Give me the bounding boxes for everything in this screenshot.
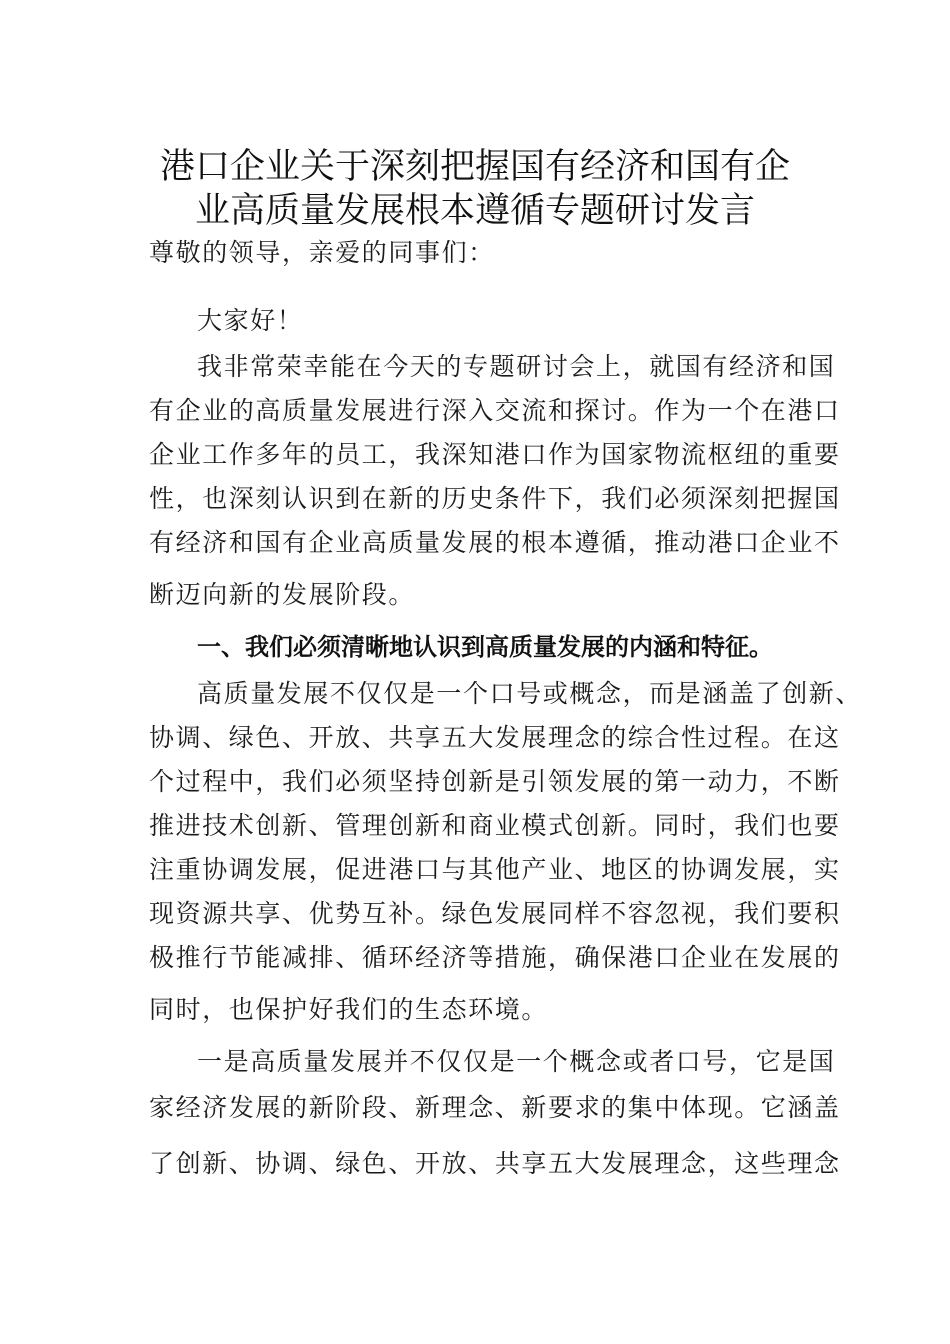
section-1-line-2: 协调、绿色、开放、共享五大发展理念的综合性过程。在这 xyxy=(149,723,841,752)
intro-line-5: 有经济和国有企业高质量发展的根本遵循，推动港口企业不 xyxy=(149,528,841,557)
intro-line-2: 有企业的高质量发展进行深入交流和探讨。作为一个在港口 xyxy=(149,396,841,425)
intro-line-1: 我非常荣幸能在今天的专题研讨会上，就国有经济和国 xyxy=(197,352,836,381)
section-1-line-6: 现资源共享、优势互补。绿色发展同样不容忽视，我们要积 xyxy=(149,899,841,928)
section-1-line-8: 同时，也保护好我们的生态环境。 xyxy=(149,995,549,1024)
intro-line-6: 断迈向新的发展阶段。 xyxy=(149,580,416,609)
intro-line-4: 性，也深刻认识到在新的历史条件下，我们必须深刻把握国 xyxy=(149,484,841,513)
point-1-line-3: 了创新、协调、绿色、开放、共享五大发展理念，这些理念 xyxy=(149,1149,841,1178)
point-1-line-1: 一是高质量发展并不仅仅是一个概念或者口号，它是国 xyxy=(197,1047,836,1076)
section-1-line-4: 推进技术创新、管理创新和商业模式创新。同时，我们也要 xyxy=(149,811,841,840)
document-title-line-1: 港口企业关于深刻把握国有经济和国有企 xyxy=(159,147,790,187)
greeting: 大家好！ xyxy=(197,306,304,335)
salutation: 尊敬的领导，亲爱的同事们： xyxy=(149,238,495,267)
document-title-line-2: 业高质量发展根本遵循专题研讨发言 xyxy=(194,191,755,231)
point-1-line-2: 家经济发展的新阶段、新理念、新要求的集中体现。它涵盖 xyxy=(149,1093,841,1122)
section-1-line-3: 个过程中，我们必须坚持创新是引领发展的第一动力，不断 xyxy=(149,767,841,796)
intro-line-3: 企业工作多年的员工，我深知港口作为国家物流枢纽的重要 xyxy=(149,440,841,469)
section-1-line-7: 极推行节能减排、循环经济等措施，确保港口企业在发展的 xyxy=(149,943,841,972)
section-1-line-5: 注重协调发展，促进港口与其他产业、地区的协调发展，实 xyxy=(149,855,841,884)
section-1-line-1: 高质量发展不仅仅是一个口号或概念，而是涵盖了创新、 xyxy=(197,679,863,708)
section-1-heading: 一、我们必须清晰地认识到高质量发展的内涵和特征。 xyxy=(197,633,773,661)
